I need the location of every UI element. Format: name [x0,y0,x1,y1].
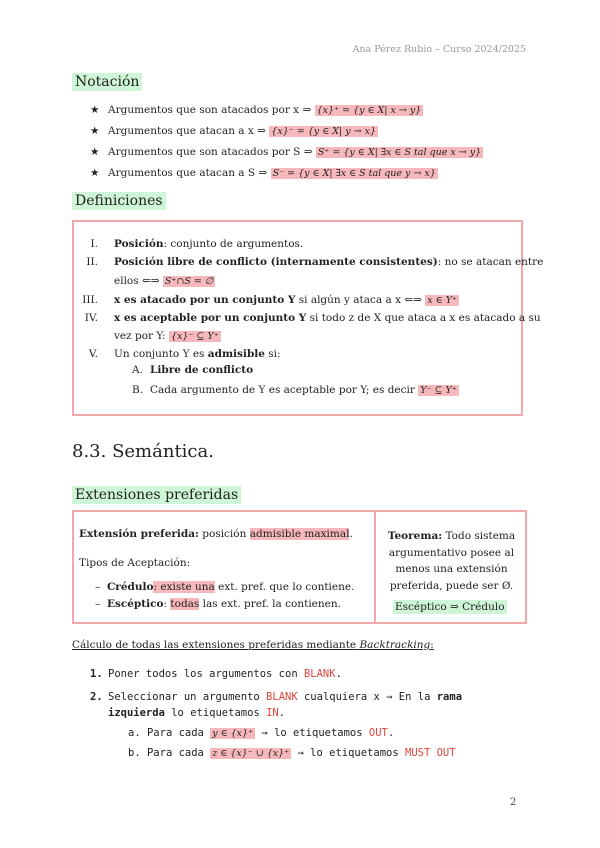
page-header: Ana Pérez Rubio – Curso 2024/2025 [352,44,526,55]
section-title: 8.3. Semántica. [72,441,214,462]
star-icon: ★ [90,125,100,137]
implication: Escéptico ⇒ Crédulo [395,601,505,613]
dash-icon: – [95,581,107,593]
list-item: ★ Argumentos que atacan a S ⇒ S⁻ = {y ∈ X| ∃x ∈ S tal que y → x} [90,167,436,179]
substep-item: a. Para cada y ∈ {x}⁺ → lo etiquetamos OUT. [128,727,395,739]
step-item-cont: izquierda lo etiquetamos IN. [108,707,286,719]
star-icon: ★ [90,167,100,179]
definiciones-title: Definiciones [72,192,166,210]
step-item: 2. Seleccionar un argumento BLANK cualquiera x → En la rama [90,691,463,703]
list-item: ★ Argumentos que son atacados por x ⇒ {x}⁺ = {y ∈ X| x → y} [90,104,422,116]
def-item-cont: ellos ⇐⇒ S⁺∩S = ∅ [114,275,214,287]
list-item: ★ Argumentos que son atacados por S ⇒ S⁺ = {y ∈ X| ∃x ∈ S tal que x → y} [90,146,482,158]
substep-item: b. Para cada z ∈ {x}⁻ ∪ {x}⁺ → lo etiquetamos MUST OUT [128,747,456,759]
star-icon: ★ [90,104,100,116]
star-icon: ★ [90,146,100,158]
notacion-heading [72,71,142,90]
extensiones-heading [72,484,241,503]
page-number: 2 [510,797,517,808]
extensiones-title: Extensiones preferidas [72,486,241,504]
step-item: 1. Poner todos los argumentos con BLANK. [90,668,342,680]
tipos-aceptacion: Tipos de Aceptación: [79,557,191,569]
def-item-cont: vez por Y: {x}⁻ ⊆ Y⁺ [114,330,219,342]
credulo-item: – Crédulo: existe una ext. pref. que lo contiene. [95,581,355,593]
ext-pref-definition: Extensión preferida: posición admisible maximal. [79,528,353,540]
teorema-text: Teorema: Todo sistema argumentativo posee al menos una extensión preferida, puede ser Ø. [387,530,516,592]
esceptico-item: – Escéptico: todas las ext. pref. la contienen. [95,598,341,610]
dash-icon: – [95,598,107,610]
list-item: ★ Argumentos que atacan a x ⇒ {x}⁻ = {y ∈ X| y → x} [90,125,376,137]
definiciones-box: I. Posición: conjunto de argumentos. II. Posición libre de conflicto (internamente consistentes): no se atacan entre ellos ⇐⇒ S⁺∩S = ∅ III. x es atacado por un conjunto Y si algún y ataca a x ⇐⇒ x ∈ Y⁺ IV. x es aceptable por un conjunto Y si todo z de X que ataca a x es atacado a su vez por Y: {x}⁻ ⊆ Y⁺ V. Un conjunto Y es admisible si: A. Libre de conflicto B. Cada argumento de Y es aceptable por Y; es decir Y⁻ ⊆ Y⁺ [72,220,523,416]
notacion-title: Notación [72,73,142,91]
definiciones-heading [72,190,166,209]
calculo-title: Cálculo de todas las extensiones preferidas mediante Backtracking: [72,639,434,651]
